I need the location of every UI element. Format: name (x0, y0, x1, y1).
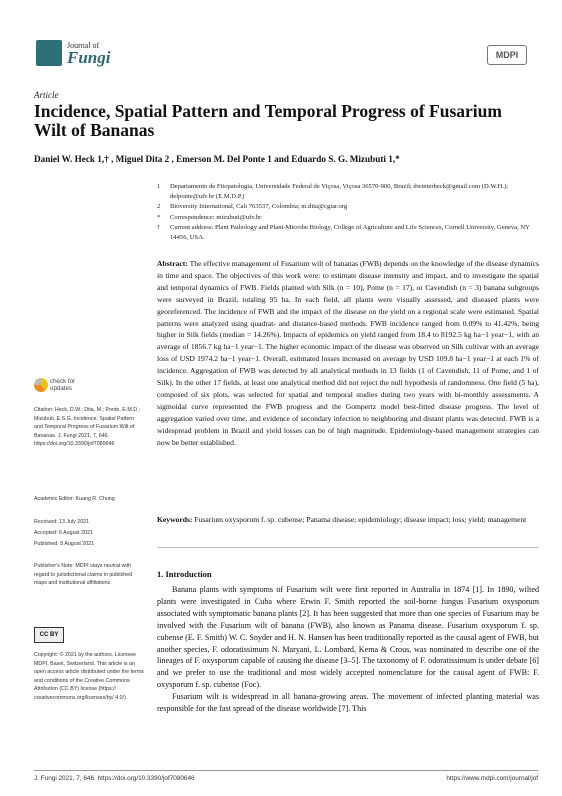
publisher-logo[interactable]: MDPI (487, 45, 527, 65)
received-date: Received: 13 July 2021 (34, 519, 90, 525)
published-date: Published: 8 August 2021 (34, 541, 95, 547)
journal-name: Fungi (67, 48, 111, 67)
abstract-label: Abstract: (157, 259, 188, 268)
citation: Citation: Heck, D.W.; Dita, M.; Ponte, E.M.D.; Mizubuti, E.S.G. Incidence, Spatial Pattern and Temporal Progress of Fusarium Wilt of Bananas. J. Fungi 2021, 7, 646. https://doi.org/10.3390/jof7080646 (34, 407, 140, 448)
keywords-label: Keywords: (157, 515, 193, 524)
copyright-notice: Copyright: © 2021 by the authors. Licensee MDPI, Basel, Switzerland. This article is an open access article distributed under the terms and conditions of the Creative Commons Attribution (CC BY) license (https:// creativecommons.org/licenses/by/ 4.0/). (34, 652, 144, 701)
footer-citation: J. Fungi 2021, 7, 646. https://doi.org/10.3390/jof7080646 (34, 775, 195, 782)
journal-of-label: Journal of (67, 41, 100, 50)
affiliation-item: * Correspondence: mizubuti@ufv.br (157, 213, 262, 221)
abstract (157, 258, 539, 449)
section-body (157, 584, 539, 715)
accepted-date: Accepted: 6 August 2021 (34, 530, 93, 536)
affiliations (157, 182, 537, 243)
footer-journal-link[interactable]: https://www.mdpi.com/journal/jof (446, 775, 538, 782)
keywords (157, 514, 539, 526)
section-title: 1. Introduction (157, 569, 212, 579)
abstract-text: The effective management of Fusarium wilt of bananas (FWB) depends on the knowledge of the disease dynamics in time and space. The objectives of this work were: to estimate disease intensity and impact, and to investigate the spatial and temporal dynamics of FWB. Fields planted with Silk (n = 10), Pome (n = 17), or Cavendish (n = 3) banana subgroups were surveyed in Brazil, totaling 95 ha. In each field, all plants were visually assessed, and diseased plants were georeferenced. The incidence of FWB and the impact of the disease on the yield on a regional scale were estimated. Spatial patterns were analyzed using quadrat- and distance-based methods. FWB incidence ranged from 0.09% to 41.42%, being higher in Silk fields (median = 14.26%). Impacts of epidemics on yield ranged from 18.4 to 8192.5 kg ha−1 year−1, with an average of 1856.7 kg ha−1 year−1. The higher economic impact of the disease was observed on Silk cultivar with an average loss of USD 1974.2 ha−1 year−1. Overall, estimated losses increased on average by USD 109.8 ha−1 year−1 at each 1% of incidence. Aggregation of FWB was detected by all analytical methods in 13 fields (1 of Cavendish, 11 of Pome, and 1 of Silk). In the other 17 fields, at least one analytical method did not reject the null hypothesis of randomness. One field (5 ha), composed of six plots, was selected for spatial and temporal studies during two years with bi-monthly assessments. A sigmoidal curve represented the FWB progress and the Gompertz model best-fitted disease progress. The level of aggregation varied over time, and evidence of secondary infection to neighboring and distant plants was detected. FWB is a widespread problem in Brazil and yield losses can be of high magnitude. Epidemiology-based management strategies can now be better established. (157, 259, 539, 447)
affiliation-item: † Current address: Plant Pathology and Plant-Microbe Biology, College of Agriculture and Life Sciences, Cornell University, Geneva, NY 14456, USA. (157, 223, 530, 242)
article-title: Incidence, Spatial Pattern and Temporal Progress of Fusarium Wilt of Bananas (34, 101, 502, 140)
cc-by-license-badge[interactable]: CC BY (34, 627, 64, 643)
affiliation-item: 2 Bioversity International, Cali 763537, Colombia; m.dita@cgiar.org (157, 203, 348, 211)
body-paragraph: Banana plants with symptoms of Fusarium wilt were first reported in Australia in 1874 [1]. In 1890, wilted plants were investigated in Cuba where Erwin F. Smith reported the soil-borne fungus Fusarium oxysporum associated with symptomatic banana plants [2]. It has been suggested that more than one species of Fusarium may be involved with the Fusarium wilt of banana (FWB), also known as Panama disease. Fusarium oxysporum f. sp. cubense (E. F. Smith) W. C. Snyder and H. N. Hansen has been traditionally reported as the causal agent of FWB, but another species, F. odoratissimum N. Maryani, L. Lombard, Kema & Crous, was nominated to describe one of the lineages of F. oxysporum capable of causing the disease [3–5]. The taxonomy of F. odoratissimum is under debate [6] and we prefer to use the traditional and most widely accepted nomenclature for the causal agent of FWB: F. oxysporum f. sp. cubense (Foc). (157, 585, 539, 690)
footer-divider (34, 770, 538, 771)
divider (157, 547, 539, 548)
journal-logo-icon (36, 40, 62, 66)
check-for-updates-label[interactable]: check for updates (50, 378, 76, 392)
author-list: Daniel W. Heck 1,† , Miguel Dita 2 , Emerson M. Del Ponte 1 and Eduardo S. G. Mizubuti 1,* (34, 154, 400, 164)
academic-editor: Academic Editor: Kuang R. Chung (34, 496, 115, 502)
publisher-note: Publisher's Note: MDPI stays neutral with regard to jurisdictional claims in published maps and institutional affiliations. (34, 563, 133, 587)
keywords-text: Fusarium oxysporum f. sp. cubense; Panama disease; epidemiology; disease impact; loss; yield; management (194, 515, 527, 524)
body-paragraph: Fusarium wilt is widespread in all banana-growing areas. The movement of infected planting material was responsible for the fast spread of the disease worldwide [7]. This (157, 692, 539, 714)
article-type: Article (34, 90, 59, 100)
check-for-updates-icon[interactable] (34, 378, 48, 392)
affiliation-item: 1 Departamento de Fitopatologia, Universidade Federal de Viçosa, Viçosa 36570-900, Brazil; dwinterheck@gmail.com (D.W.H.); delponte@ufv.br (E.M.D.P.) (157, 183, 509, 201)
